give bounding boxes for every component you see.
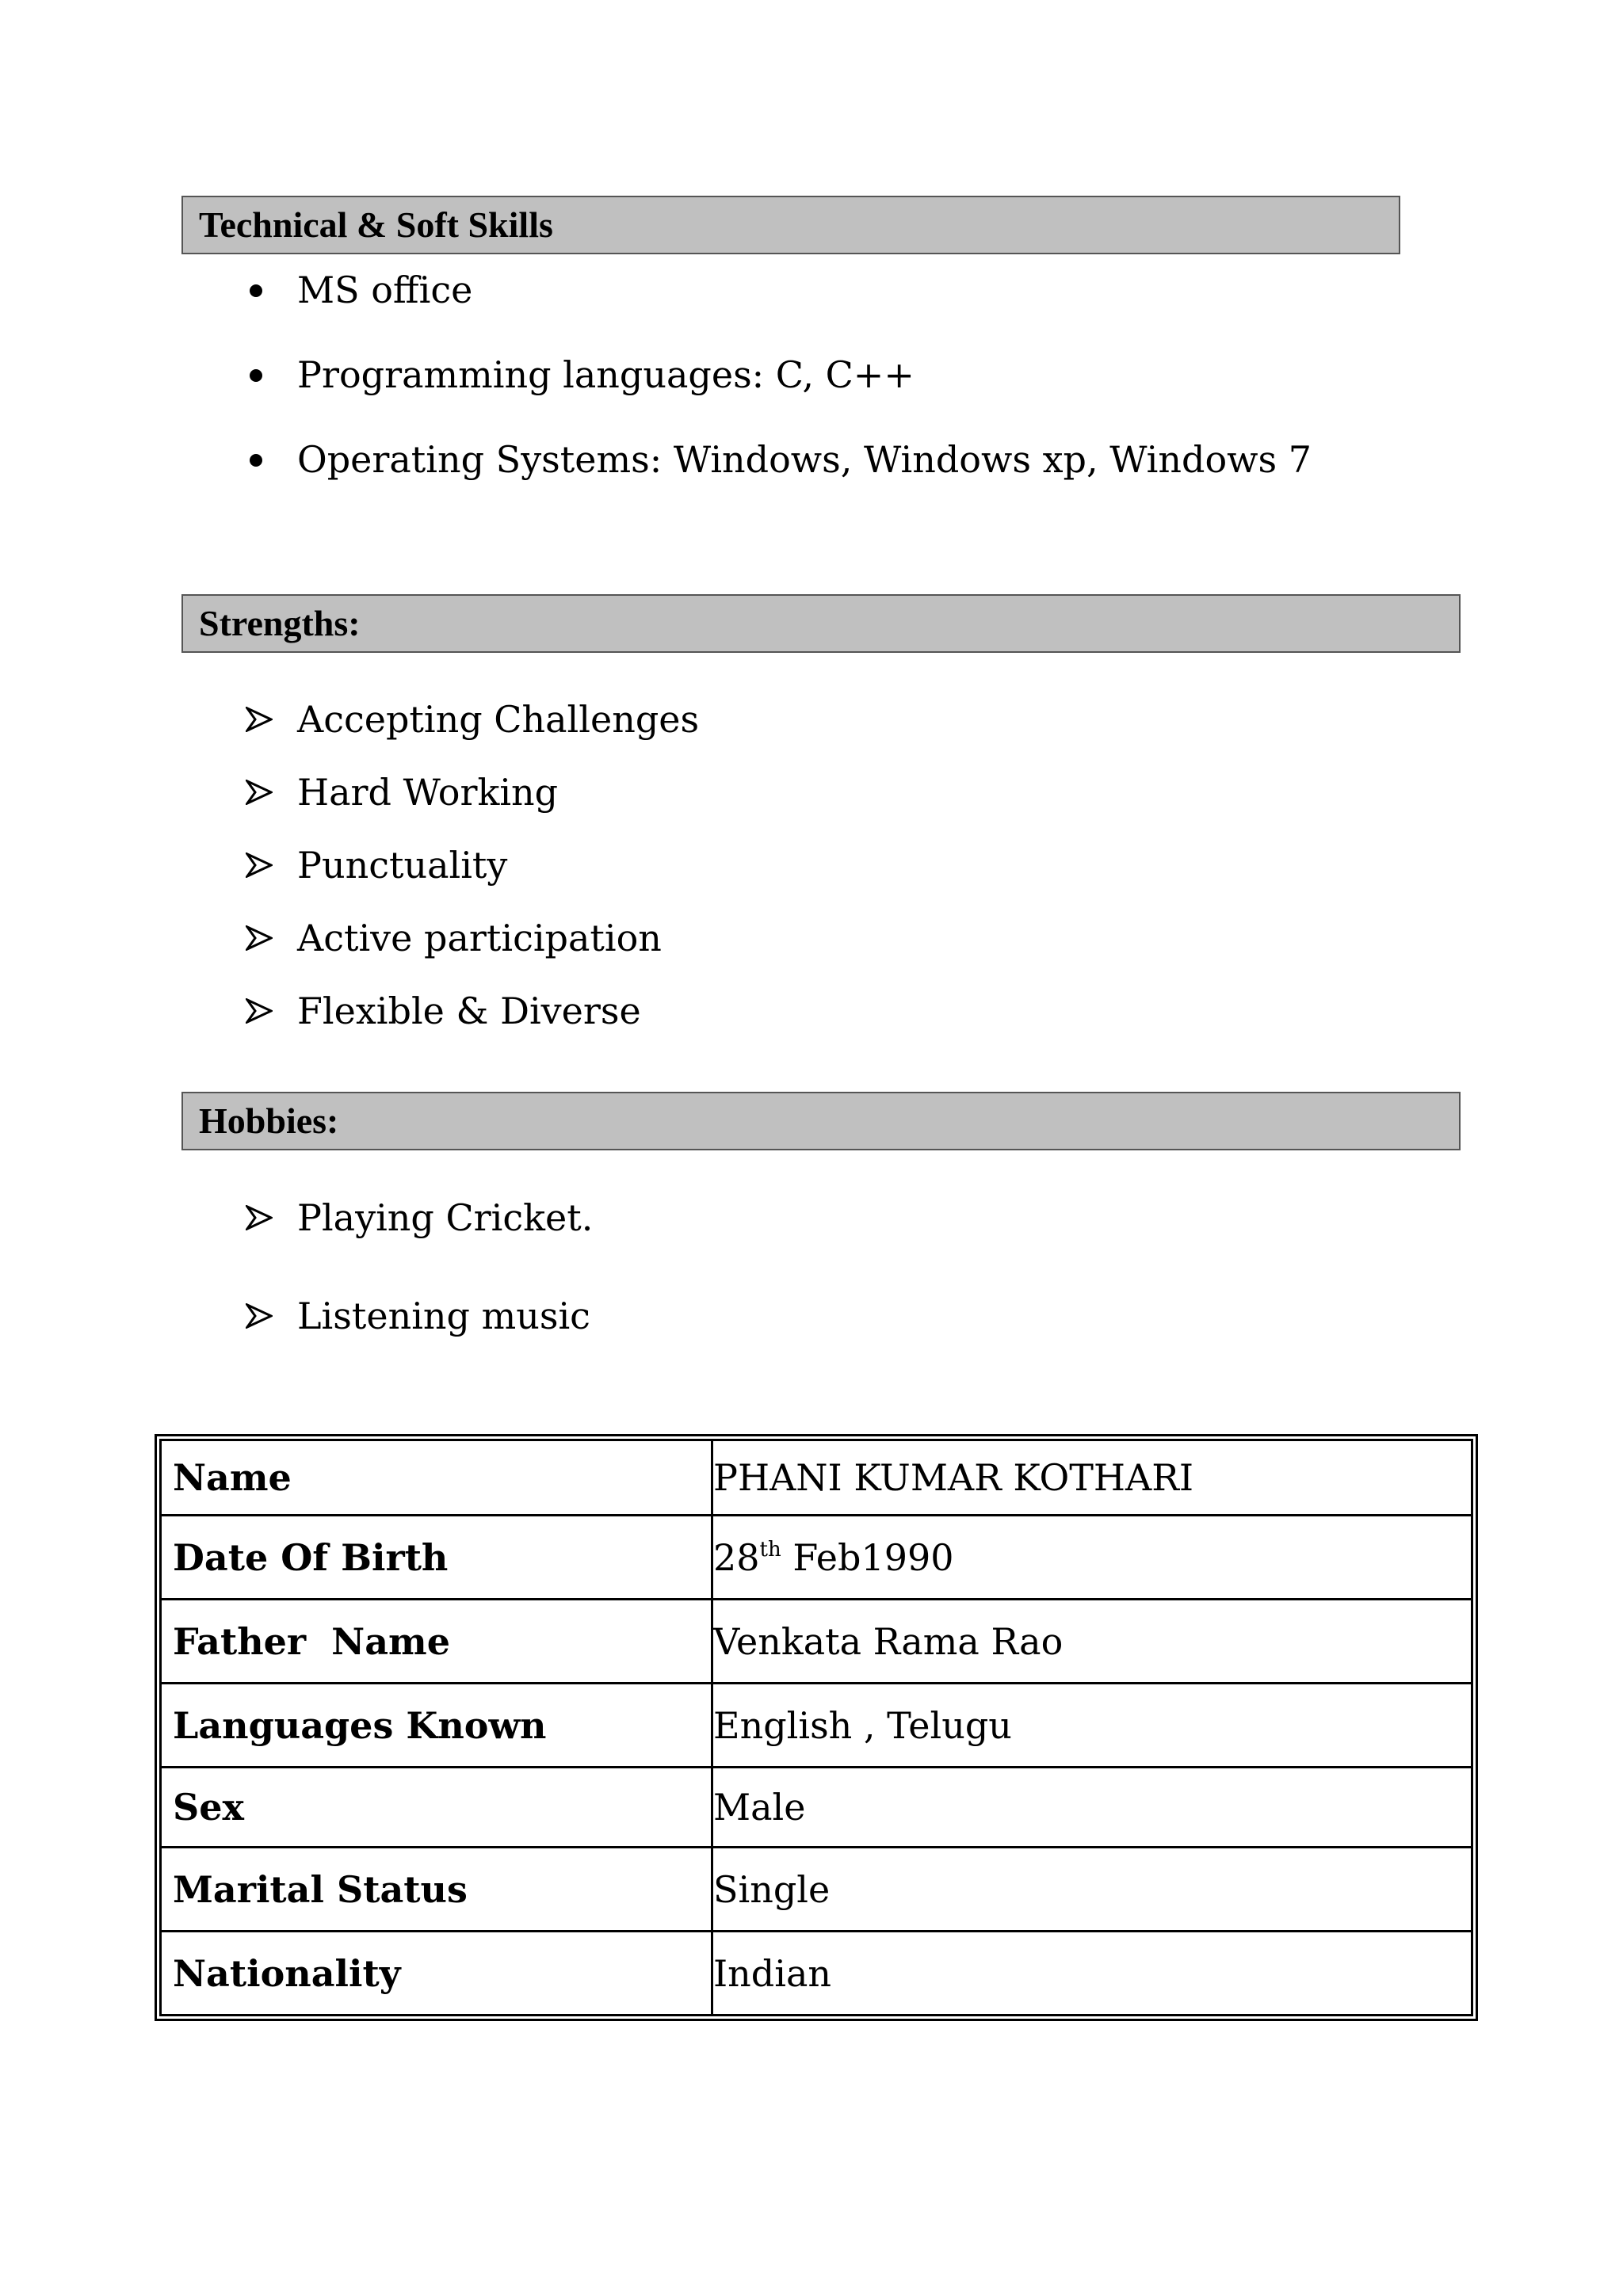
table-row (161, 1932, 1472, 2016)
list-item: Flexible & Diverse (246, 989, 699, 1033)
row-value: Single (712, 1848, 1472, 1932)
row-label: Languages Known (161, 1684, 712, 1768)
skills-list (246, 268, 1312, 522)
list-item: Hard Working (246, 770, 699, 814)
row-label: Nationality (161, 1932, 712, 2016)
table-row (161, 1440, 1472, 1516)
list-item: Active participation (246, 916, 699, 960)
skills-heading: Technical & Soft Skills (181, 196, 1400, 254)
row-value: Male (712, 1768, 1472, 1848)
list-item: Listening music (246, 1294, 593, 1338)
list-item: Operating Systems: Windows, Windows xp, Windows 7 (246, 437, 1312, 482)
table-row (161, 1600, 1472, 1684)
hobbies-list (246, 1196, 593, 1392)
list-item: MS office (246, 268, 1312, 312)
list-item: Accepting Challenges (246, 697, 699, 742)
list-item: Programming languages: C, C++ (246, 353, 1312, 397)
personal-details-table (155, 1434, 1478, 2021)
strengths-heading: Strengths: (181, 594, 1461, 653)
row-label: Date Of Birth (161, 1516, 712, 1600)
row-value: Indian (712, 1932, 1472, 2016)
strengths-list (246, 697, 699, 1062)
row-label: Sex (161, 1768, 712, 1848)
row-label: Name (161, 1440, 712, 1516)
table-row (161, 1768, 1472, 1848)
row-label: Marital Status (161, 1848, 712, 1932)
hobbies-heading: Hobbies: (181, 1092, 1461, 1150)
table-row (161, 1684, 1472, 1768)
row-value: PHANI KUMAR KOTHARI (712, 1440, 1472, 1516)
row-value: English , Telugu (712, 1684, 1472, 1768)
table-row (161, 1516, 1472, 1600)
row-value: Venkata Rama Rao (712, 1600, 1472, 1684)
row-value: 28th Feb1990 (712, 1516, 1472, 1600)
table-row (161, 1848, 1472, 1932)
list-item: Playing Cricket. (246, 1196, 593, 1240)
list-item: Punctuality (246, 843, 699, 887)
row-label: Father Name (161, 1600, 712, 1684)
